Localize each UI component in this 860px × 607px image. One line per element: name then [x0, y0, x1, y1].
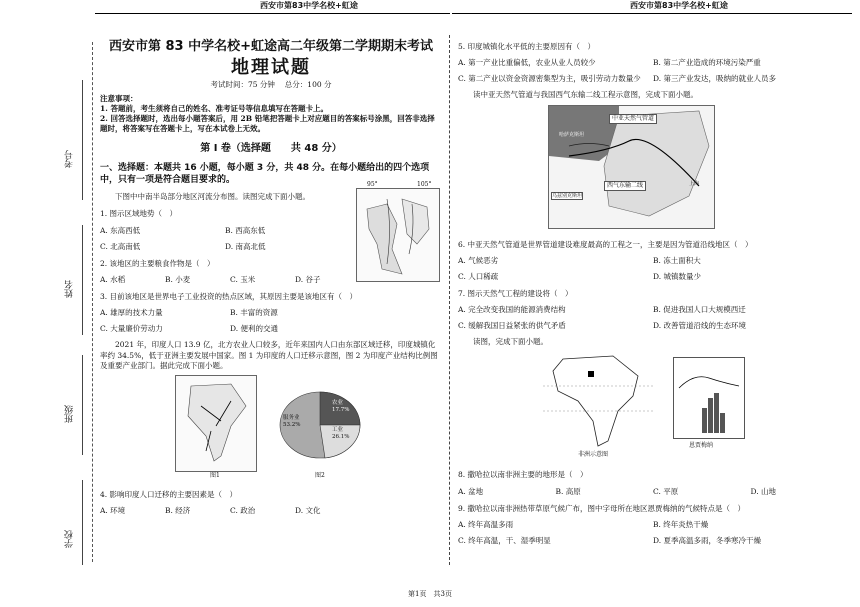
- indochina-map-drawing: [357, 189, 439, 281]
- africa-map-drawing: [543, 351, 653, 451]
- map2-label-pipeline: 中亚天然气管道: [609, 114, 657, 124]
- q8-option-a[interactable]: A. 盆地: [458, 486, 484, 496]
- q8-stem: 8. 撒哈拉以南非洲主要的地形是（ ）: [458, 470, 588, 480]
- q4-option-a[interactable]: A. 环境: [100, 505, 126, 515]
- notice-2: 2. 回答选择题时，选出每小题答案后，用 2B 铅笔把答题卡上对应题目的答案标号涂黑，回答非选择题时，将答案写在答题卡上，写在本试卷上无效。: [100, 114, 435, 134]
- side-line-exam-no: [82, 80, 83, 200]
- side-label-school: 学校: [65, 530, 75, 548]
- pipeline-map-drawing: [549, 106, 714, 228]
- q5-option-c[interactable]: C. 第二产业以资金资源密集型为主，吸引劳动力数量少: [458, 74, 641, 84]
- q1-option-a[interactable]: A. 东高西低: [100, 225, 141, 235]
- q8-option-b[interactable]: B. 高原: [555, 486, 581, 496]
- column-divider: [449, 35, 450, 565]
- page-footer: 第1页 共3页: [408, 590, 452, 598]
- q8-option-c[interactable]: C. 平原: [653, 486, 679, 496]
- q9-option-d[interactable]: D. 夏季高温多雨，冬季寒冷干燥: [653, 535, 762, 545]
- exam-title: 西安市第 83 中学名校+虹途高二年级第二学期期末考试: [108, 39, 434, 54]
- q6-stem: 6. 中亚天然气管道是世界管道建设难度最高的工程之一，主要是因为管道沿线地区（ ）: [458, 239, 753, 249]
- q4-option-b[interactable]: B. 经济: [165, 505, 191, 515]
- notice-1: 1. 答题前，考生须将自己的姓名、准考证号等信息填写在答题卡上。: [100, 104, 328, 114]
- q6-option-b[interactable]: B. 冻土面积大: [653, 255, 701, 265]
- q3-stem: 3. 目前该地区是世界电子工业投资的热点区域，其原因主要是该地区有（ ）: [100, 292, 358, 301]
- side-line-name: [82, 225, 83, 335]
- q1-option-c[interactable]: C. 北高南低: [100, 241, 141, 251]
- q8-options: [458, 481, 848, 497]
- left-column: [100, 38, 442, 516]
- header-right: 西安市第83中学名校+虹途: [630, 1, 728, 10]
- section-title: 第 I 卷（选择题 共 48 分）: [200, 143, 342, 155]
- notice-title: 注意事项：: [100, 93, 138, 103]
- side-label-name: 姓名: [65, 280, 75, 298]
- india-migration-map: [175, 375, 257, 472]
- header-left: 西安市第83中学名校+虹途: [260, 1, 358, 10]
- q3-option-a[interactable]: A. 雄厚的技术力量: [100, 308, 163, 318]
- indochina-map: [356, 181, 440, 282]
- map2-label-uzbekistan: 乌兹别克斯坦: [552, 192, 583, 199]
- pie-label-agriculture: 农业 17.7%: [332, 399, 350, 414]
- map2-label-shanghai: 上海: [689, 180, 700, 187]
- q7-option-d[interactable]: D. 改善管道沿线的生态环境: [653, 321, 747, 331]
- intro-2: 2021 年，印度人口 13.9 亿，北方农业人口较多，近年来国内人口由东部区域迁移，印度城镇化率约 34.5%，低于亚洲主要发展中国家。图 1 为印度的人口迁移示意图，图 2 为印度产业结构比例图及重要产业部门。据此完成下面小题。: [100, 340, 438, 370]
- q1-options: [100, 220, 350, 252]
- lon-label-105: 105°: [417, 181, 432, 189]
- q4-options: [100, 500, 360, 516]
- q9-stem: 9. 撒哈拉以南非洲热带草原气候广布，图中字母所在地区恩贾梅纳的气候特点是（ ）: [458, 503, 746, 513]
- q7-option-a[interactable]: A. 完全改变我国的能源消费结构: [458, 305, 566, 314]
- q7-options: [458, 299, 848, 331]
- q7-option-c[interactable]: C. 缓解我国日益紧张的供气矛盾: [458, 321, 566, 331]
- side-label-exam-no: 考号: [65, 150, 75, 168]
- q4-option-c[interactable]: C. 政治: [230, 505, 256, 515]
- side-line-school: [82, 480, 83, 565]
- climate-chart-drawing: [674, 358, 744, 438]
- header-rule-left: [95, 13, 450, 14]
- q9-option-a[interactable]: A. 终年高温多雨: [458, 519, 514, 529]
- q6-option-c[interactable]: C. 人口稀疏: [458, 271, 499, 281]
- intro-3: 读中亚天然气管道与我国西气东输二线工程示意图，完成下面小题。: [473, 90, 698, 100]
- pie-label-industry: 工业 26.1%: [332, 426, 350, 441]
- q2-option-a[interactable]: A. 水稻: [100, 274, 126, 284]
- side-line-class: [82, 355, 83, 455]
- gas-pipeline-map: [548, 105, 715, 229]
- exam-meta: 考试时间：75 分钟 总分：100 分: [210, 79, 332, 89]
- binding-line: [92, 42, 93, 562]
- q3-option-d[interactable]: D. 便利的交通: [230, 324, 279, 334]
- africa-map-caption: 非洲示意图: [578, 451, 609, 459]
- q3-option-c[interactable]: C. 大量廉价劳动力: [100, 324, 163, 334]
- q4-stem: 4. 影响印度人口迁移的主要因素是（ ）: [100, 489, 238, 499]
- q5-stem: 5. 印度城镇化水平低的主要原因有（ ）: [458, 42, 596, 51]
- q3-options: [100, 302, 360, 334]
- q9-option-b[interactable]: B. 终年炎热干燥: [653, 519, 709, 529]
- q5-options: [458, 52, 848, 84]
- header-rule-right: [452, 13, 852, 14]
- q6-options: [458, 250, 848, 282]
- q2-option-b[interactable]: B. 小麦: [165, 274, 191, 284]
- q5-option-d[interactable]: D. 第三产业发达，吸纳的就业人员多: [653, 74, 777, 84]
- q9-options: [458, 514, 848, 546]
- q1-option-d[interactable]: D. 南高北低: [225, 241, 266, 251]
- india-map-drawing: [176, 376, 256, 471]
- pie-label-services: 服务业 53.2%: [283, 414, 301, 429]
- q2-option-c[interactable]: C. 玉米: [230, 274, 256, 284]
- q5-option-b[interactable]: B. 第二产业造成的环境污染严重: [653, 58, 761, 68]
- climate-chart: [673, 357, 745, 450]
- africa-map: [543, 351, 653, 459]
- q6-option-d[interactable]: D. 城镇数量少: [653, 271, 702, 281]
- q4-option-d[interactable]: D. 文化: [295, 505, 321, 515]
- q2-stem: 2. 该地区的主要粮食作物是（ ）: [100, 258, 215, 268]
- climate-chart-caption: 恩贾梅纳: [689, 442, 714, 450]
- section-instruction: 一、选择题：本题共 16 小题，每小题 3 分，共 48 分。在每小题给出的四个选项中，只有一项是符合题目要求的。: [100, 162, 430, 186]
- q9-option-c[interactable]: C. 终年高温，干、湿季明显: [458, 535, 551, 545]
- subject-title: 地理试题: [231, 56, 311, 78]
- map2-label-west-east: 西气东输二线: [604, 181, 646, 191]
- q1-stem: 1. 图示区域地势（ ）: [100, 209, 178, 219]
- intro-4: 读图，完成下面小题。: [473, 337, 548, 347]
- q3-option-b[interactable]: B. 丰富的资源: [230, 308, 278, 318]
- q6-option-a[interactable]: A. 气候恶劣: [458, 255, 499, 265]
- fig2-caption: 图2: [315, 471, 325, 479]
- fig1-caption: 图1: [210, 471, 220, 479]
- lon-label-95: 95°: [367, 181, 378, 189]
- q1-option-b[interactable]: B. 西高东低: [225, 225, 266, 235]
- map2-label-kazakhstan: 哈萨克斯坦: [559, 131, 585, 138]
- q2-option-d[interactable]: D. 谷子: [295, 274, 321, 284]
- q2-options: [100, 269, 360, 285]
- side-label-class: 班级: [65, 405, 75, 423]
- right-column: [458, 42, 848, 546]
- intro-1: 下图中中南半岛部分地区河流分布图。读图完成下面小题。: [115, 192, 310, 202]
- q8-option-d[interactable]: D. 山地: [750, 486, 777, 496]
- q7-stem: 7. 图示天然气工程的建设将（ ）: [458, 288, 573, 298]
- q5-option-a[interactable]: A. 第一产业比重偏低，农业从业人员较少: [458, 58, 596, 68]
- q7-option-b[interactable]: B. 促进我国人口大规模西迁: [653, 305, 746, 314]
